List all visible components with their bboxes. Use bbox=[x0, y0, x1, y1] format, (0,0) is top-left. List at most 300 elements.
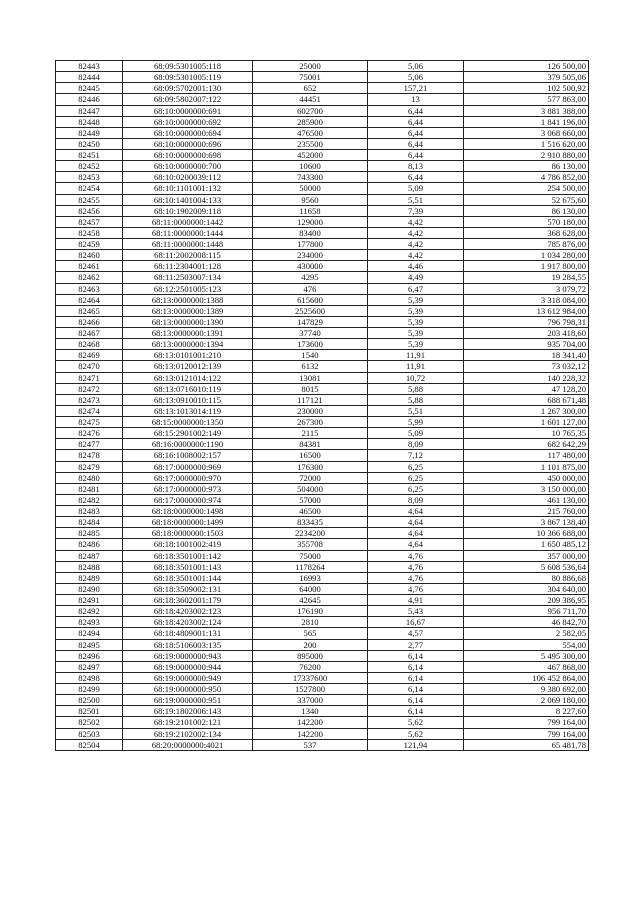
rate-cell: 121,94 bbox=[368, 739, 464, 750]
value-cell: 8 227,60 bbox=[464, 706, 589, 717]
table-row bbox=[56, 272, 589, 283]
area-cell: 743300 bbox=[253, 172, 368, 183]
rate-cell: 157,21 bbox=[368, 83, 464, 94]
area-cell: 64000 bbox=[253, 583, 368, 594]
cadastral-number-cell: 68:11:2002008:115 bbox=[123, 250, 253, 261]
area-cell: 76200 bbox=[253, 661, 368, 672]
table-row bbox=[56, 572, 589, 583]
row-number-cell: 82490 bbox=[56, 583, 123, 594]
value-cell: 10 765,35 bbox=[464, 428, 589, 439]
row-number-cell: 82467 bbox=[56, 328, 123, 339]
value-cell: 9 380 692,00 bbox=[464, 684, 589, 695]
cadastral-number-cell: 68:10:0000000:700 bbox=[123, 161, 253, 172]
area-cell: 200 bbox=[253, 639, 368, 650]
row-number-cell: 82485 bbox=[56, 528, 123, 539]
rate-cell: 4,42 bbox=[368, 227, 464, 238]
value-cell: 368 628,00 bbox=[464, 227, 589, 238]
cadastral-number-cell: 68:10:0000000:694 bbox=[123, 127, 253, 138]
value-cell: 215 760,00 bbox=[464, 506, 589, 517]
row-number-cell: 82495 bbox=[56, 639, 123, 650]
rate-cell: 6,44 bbox=[368, 138, 464, 149]
table-row bbox=[56, 383, 589, 394]
cadastral-number-cell: 68:09:5301005:119 bbox=[123, 72, 253, 83]
area-cell: 1540 bbox=[253, 350, 368, 361]
table-row bbox=[56, 372, 589, 383]
cadastral-number-cell: 68:10:0200039:112 bbox=[123, 172, 253, 183]
value-cell: 1 650 485,12 bbox=[464, 539, 589, 550]
cadastral-number-cell: 68:18:5106003:135 bbox=[123, 639, 253, 650]
cadastral-number-cell: 68:11:2503007:134 bbox=[123, 272, 253, 283]
table-row bbox=[56, 461, 589, 472]
area-cell: 11658 bbox=[253, 205, 368, 216]
cadastral-value-table bbox=[55, 60, 589, 751]
area-cell: 75000 bbox=[253, 550, 368, 561]
rate-cell: 4,76 bbox=[368, 583, 464, 594]
cadastral-number-cell: 68:10:0000000:696 bbox=[123, 138, 253, 149]
table-row bbox=[56, 717, 589, 728]
rate-cell: 13 bbox=[368, 94, 464, 105]
table-row bbox=[56, 550, 589, 561]
rate-cell: 5,51 bbox=[368, 405, 464, 416]
area-cell: 234000 bbox=[253, 250, 368, 261]
cadastral-number-cell: 68:18:4203002:124 bbox=[123, 617, 253, 628]
cadastral-number-cell: 68:18:0000000:1503 bbox=[123, 528, 253, 539]
table-row bbox=[56, 61, 589, 72]
value-cell: 46 842,70 bbox=[464, 617, 589, 628]
area-cell: 4295 bbox=[253, 272, 368, 283]
cadastral-number-cell: 68:18:4809001:131 bbox=[123, 628, 253, 639]
row-number-cell: 82498 bbox=[56, 672, 123, 683]
table-row bbox=[56, 405, 589, 416]
cadastral-number-cell: 68:10:0000000:692 bbox=[123, 116, 253, 127]
value-cell: 13 612 984,00 bbox=[464, 305, 589, 316]
area-cell: 1178264 bbox=[253, 561, 368, 572]
table-row bbox=[56, 595, 589, 606]
cadastral-number-cell: 68:09:5301005:118 bbox=[123, 61, 253, 72]
area-cell: 72000 bbox=[253, 472, 368, 483]
cadastral-number-cell: 68:19:1802006:143 bbox=[123, 706, 253, 717]
table-row bbox=[56, 606, 589, 617]
area-cell: 176190 bbox=[253, 606, 368, 617]
area-cell: 2525600 bbox=[253, 305, 368, 316]
row-number-cell: 82503 bbox=[56, 728, 123, 739]
row-number-cell: 82472 bbox=[56, 383, 123, 394]
rate-cell: 4,42 bbox=[368, 216, 464, 227]
area-cell: 177800 bbox=[253, 239, 368, 250]
value-cell: 86 130,00 bbox=[464, 205, 589, 216]
table-row bbox=[56, 239, 589, 250]
table-row bbox=[56, 739, 589, 750]
rate-cell: 5,43 bbox=[368, 606, 464, 617]
rate-cell: 5,39 bbox=[368, 328, 464, 339]
table-row bbox=[56, 161, 589, 172]
area-cell: 129000 bbox=[253, 216, 368, 227]
row-number-cell: 82494 bbox=[56, 628, 123, 639]
area-cell: 615600 bbox=[253, 294, 368, 305]
area-cell: 1340 bbox=[253, 706, 368, 717]
table-row bbox=[56, 72, 589, 83]
table-row bbox=[56, 150, 589, 161]
area-cell: 142200 bbox=[253, 717, 368, 728]
rate-cell: 5,62 bbox=[368, 728, 464, 739]
area-cell: 44451 bbox=[253, 94, 368, 105]
cadastral-number-cell: 68:18:3509002:131 bbox=[123, 583, 253, 594]
row-number-cell: 82444 bbox=[56, 72, 123, 83]
rate-cell: 4,42 bbox=[368, 250, 464, 261]
rate-cell: 4,64 bbox=[368, 506, 464, 517]
row-number-cell: 82448 bbox=[56, 116, 123, 127]
table-row bbox=[56, 116, 589, 127]
rate-cell: 4,42 bbox=[368, 239, 464, 250]
value-cell: 140 228,32 bbox=[464, 372, 589, 383]
value-cell: 47 128,20 bbox=[464, 383, 589, 394]
row-number-cell: 82464 bbox=[56, 294, 123, 305]
table-row bbox=[56, 394, 589, 405]
cadastral-number-cell: 68:13:0000000:1391 bbox=[123, 328, 253, 339]
table-row bbox=[56, 250, 589, 261]
area-cell: 476 bbox=[253, 283, 368, 294]
area-cell: 2810 bbox=[253, 617, 368, 628]
value-cell: 102 500,92 bbox=[464, 83, 589, 94]
rate-cell: 6,25 bbox=[368, 483, 464, 494]
table-row bbox=[56, 439, 589, 450]
area-cell: 25000 bbox=[253, 61, 368, 72]
row-number-cell: 82459 bbox=[56, 239, 123, 250]
row-number-cell: 82483 bbox=[56, 506, 123, 517]
value-cell: 1 267 300,00 bbox=[464, 405, 589, 416]
table-row bbox=[56, 138, 589, 149]
rate-cell: 8,09 bbox=[368, 439, 464, 450]
rate-cell: 5,39 bbox=[368, 339, 464, 350]
area-cell: 6132 bbox=[253, 361, 368, 372]
cadastral-number-cell: 68:20:0000000:4021 bbox=[123, 739, 253, 750]
value-cell: 467 868,00 bbox=[464, 661, 589, 672]
cadastral-number-cell: 68:13:0000000:1394 bbox=[123, 339, 253, 350]
table-row bbox=[56, 528, 589, 539]
row-number-cell: 82501 bbox=[56, 706, 123, 717]
value-cell: 357 000,00 bbox=[464, 550, 589, 561]
rate-cell: 5,88 bbox=[368, 394, 464, 405]
value-cell: 304 640,00 bbox=[464, 583, 589, 594]
value-cell: 1 101 875,00 bbox=[464, 461, 589, 472]
table-row bbox=[56, 94, 589, 105]
row-number-cell: 82461 bbox=[56, 261, 123, 272]
table-row bbox=[56, 105, 589, 116]
row-number-cell: 82479 bbox=[56, 461, 123, 472]
cadastral-number-cell: 68:11:0000000:1442 bbox=[123, 216, 253, 227]
cadastral-number-cell: 68:17:0000000:969 bbox=[123, 461, 253, 472]
table-row bbox=[56, 339, 589, 350]
row-number-cell: 82447 bbox=[56, 105, 123, 116]
area-cell: 235500 bbox=[253, 138, 368, 149]
rate-cell: 7,12 bbox=[368, 450, 464, 461]
row-number-cell: 82478 bbox=[56, 450, 123, 461]
rate-cell: 4,91 bbox=[368, 595, 464, 606]
table-row bbox=[56, 216, 589, 227]
value-cell: 73 032,12 bbox=[464, 361, 589, 372]
row-number-cell: 82484 bbox=[56, 517, 123, 528]
area-cell: 895000 bbox=[253, 650, 368, 661]
rate-cell: 4,46 bbox=[368, 261, 464, 272]
table-row bbox=[56, 450, 589, 461]
table-row bbox=[56, 728, 589, 739]
row-number-cell: 82488 bbox=[56, 561, 123, 572]
area-cell: 147829 bbox=[253, 316, 368, 327]
table-row bbox=[56, 350, 589, 361]
value-cell: 86 130,00 bbox=[464, 161, 589, 172]
value-cell: 577 863,00 bbox=[464, 94, 589, 105]
table-row bbox=[56, 172, 589, 183]
rate-cell: 5,39 bbox=[368, 294, 464, 305]
value-cell: 3 881 388,00 bbox=[464, 105, 589, 116]
table-row bbox=[56, 305, 589, 316]
rate-cell: 6,25 bbox=[368, 461, 464, 472]
rate-cell: 4,49 bbox=[368, 272, 464, 283]
rate-cell: 4,57 bbox=[368, 628, 464, 639]
cadastral-number-cell: 68:17:0000000:970 bbox=[123, 472, 253, 483]
area-cell: 602700 bbox=[253, 105, 368, 116]
row-number-cell: 82496 bbox=[56, 650, 123, 661]
value-cell: 682 642,29 bbox=[464, 439, 589, 450]
cadastral-number-cell: 68:13:0716010:119 bbox=[123, 383, 253, 394]
cadastral-number-cell: 68:17:0000000:974 bbox=[123, 494, 253, 505]
area-cell: 75001 bbox=[253, 72, 368, 83]
rate-cell: 4,64 bbox=[368, 517, 464, 528]
value-cell: 117 480,00 bbox=[464, 450, 589, 461]
area-cell: 84381 bbox=[253, 439, 368, 450]
value-cell: 209 386,95 bbox=[464, 595, 589, 606]
row-number-cell: 82475 bbox=[56, 417, 123, 428]
area-cell: 504000 bbox=[253, 483, 368, 494]
area-cell: 16993 bbox=[253, 572, 368, 583]
cadastral-number-cell: 68:09:5802007:122 bbox=[123, 94, 253, 105]
rate-cell: 4,64 bbox=[368, 539, 464, 550]
area-cell: 430000 bbox=[253, 261, 368, 272]
value-cell: 3 068 660,00 bbox=[464, 127, 589, 138]
cadastral-number-cell: 68:19:0000000:944 bbox=[123, 661, 253, 672]
value-cell: 3 867 138,40 bbox=[464, 517, 589, 528]
table-row bbox=[56, 684, 589, 695]
rate-cell: 6,44 bbox=[368, 105, 464, 116]
rate-cell: 5,06 bbox=[368, 72, 464, 83]
cadastral-number-cell: 68:18:0000000:1499 bbox=[123, 517, 253, 528]
row-number-cell: 82480 bbox=[56, 472, 123, 483]
rate-cell: 5,06 bbox=[368, 61, 464, 72]
rate-cell: 8,13 bbox=[368, 161, 464, 172]
cadastral-number-cell: 68:12:2501005:123 bbox=[123, 283, 253, 294]
row-number-cell: 82465 bbox=[56, 305, 123, 316]
row-number-cell: 82476 bbox=[56, 428, 123, 439]
value-cell: 52 675,60 bbox=[464, 194, 589, 205]
area-cell: 833435 bbox=[253, 517, 368, 528]
cadastral-number-cell: 68:13:0120012:139 bbox=[123, 361, 253, 372]
cadastral-number-cell: 68:18:0000000:1498 bbox=[123, 506, 253, 517]
table-row bbox=[56, 205, 589, 216]
rate-cell: 5,99 bbox=[368, 417, 464, 428]
value-cell: 10 366 688,00 bbox=[464, 528, 589, 539]
row-number-cell: 82457 bbox=[56, 216, 123, 227]
rate-cell: 8,09 bbox=[368, 494, 464, 505]
rate-cell: 5,62 bbox=[368, 717, 464, 728]
rate-cell: 5,09 bbox=[368, 183, 464, 194]
area-cell: 476500 bbox=[253, 127, 368, 138]
value-cell: 785 876,00 bbox=[464, 239, 589, 250]
row-number-cell: 82463 bbox=[56, 283, 123, 294]
rate-cell: 4,76 bbox=[368, 550, 464, 561]
row-number-cell: 82449 bbox=[56, 127, 123, 138]
row-number-cell: 82499 bbox=[56, 684, 123, 695]
row-number-cell: 82454 bbox=[56, 183, 123, 194]
table-row bbox=[56, 227, 589, 238]
cadastral-number-cell: 68:19:0000000:949 bbox=[123, 672, 253, 683]
rate-cell: 6,25 bbox=[368, 472, 464, 483]
cadastral-number-cell: 68:19:0000000:951 bbox=[123, 695, 253, 706]
value-cell: 65 481,78 bbox=[464, 739, 589, 750]
table-row bbox=[56, 472, 589, 483]
rate-cell: 7,39 bbox=[368, 205, 464, 216]
row-number-cell: 82451 bbox=[56, 150, 123, 161]
table-row bbox=[56, 127, 589, 138]
value-cell: 106 452 864,00 bbox=[464, 672, 589, 683]
cadastral-number-cell: 68:18:3501001:142 bbox=[123, 550, 253, 561]
cadastral-number-cell: 68:18:3501001:144 bbox=[123, 572, 253, 583]
area-cell: 173600 bbox=[253, 339, 368, 350]
rate-cell: 6,44 bbox=[368, 127, 464, 138]
cadastral-number-cell: 68:17:0000000:973 bbox=[123, 483, 253, 494]
cadastral-number-cell: 68:18:3602001:179 bbox=[123, 595, 253, 606]
row-number-cell: 82445 bbox=[56, 83, 123, 94]
area-cell: 46500 bbox=[253, 506, 368, 517]
value-cell: 1 516 620,00 bbox=[464, 138, 589, 149]
row-number-cell: 82468 bbox=[56, 339, 123, 350]
value-cell: 799 164,00 bbox=[464, 717, 589, 728]
area-cell: 1527800 bbox=[253, 684, 368, 695]
rate-cell: 5,39 bbox=[368, 305, 464, 316]
value-cell: 1 917 800,00 bbox=[464, 261, 589, 272]
rate-cell: 11,91 bbox=[368, 350, 464, 361]
cadastral-number-cell: 68:19:0000000:950 bbox=[123, 684, 253, 695]
table-row bbox=[56, 617, 589, 628]
row-number-cell: 82481 bbox=[56, 483, 123, 494]
value-cell: 1 841 196,00 bbox=[464, 116, 589, 127]
table-row bbox=[56, 483, 589, 494]
value-cell: 19 284,55 bbox=[464, 272, 589, 283]
row-number-cell: 82486 bbox=[56, 539, 123, 550]
row-number-cell: 82493 bbox=[56, 617, 123, 628]
cadastral-number-cell: 68:10:1401004:133 bbox=[123, 194, 253, 205]
cadastral-number-cell: 68:13:0121014:122 bbox=[123, 372, 253, 383]
cadastral-number-cell: 68:13:0000000:1388 bbox=[123, 294, 253, 305]
table-row bbox=[56, 494, 589, 505]
area-cell: 652 bbox=[253, 83, 368, 94]
value-cell: 796 798,31 bbox=[464, 316, 589, 327]
value-cell: 3 079,72 bbox=[464, 283, 589, 294]
value-cell: 935 704,00 bbox=[464, 339, 589, 350]
rate-cell: 6,44 bbox=[368, 172, 464, 183]
table-row bbox=[56, 361, 589, 372]
rate-cell: 16,67 bbox=[368, 617, 464, 628]
row-number-cell: 82469 bbox=[56, 350, 123, 361]
area-cell: 50000 bbox=[253, 183, 368, 194]
rate-cell: 2,77 bbox=[368, 639, 464, 650]
value-cell: 799 164,00 bbox=[464, 728, 589, 739]
value-cell: 254 500,00 bbox=[464, 183, 589, 194]
table-row bbox=[56, 283, 589, 294]
cadastral-number-cell: 68:10:1101001:132 bbox=[123, 183, 253, 194]
table-row bbox=[56, 83, 589, 94]
row-number-cell: 82455 bbox=[56, 194, 123, 205]
table-row bbox=[56, 639, 589, 650]
value-cell: 461 130,00 bbox=[464, 494, 589, 505]
rate-cell: 4,76 bbox=[368, 572, 464, 583]
rate-cell: 5,39 bbox=[368, 316, 464, 327]
table-row bbox=[56, 328, 589, 339]
rate-cell: 4,64 bbox=[368, 528, 464, 539]
row-number-cell: 82453 bbox=[56, 172, 123, 183]
row-number-cell: 82487 bbox=[56, 550, 123, 561]
area-cell: 176300 bbox=[253, 461, 368, 472]
table-row bbox=[56, 183, 589, 194]
table-row bbox=[56, 672, 589, 683]
rate-cell: 5,09 bbox=[368, 428, 464, 439]
row-number-cell: 82456 bbox=[56, 205, 123, 216]
table-row bbox=[56, 539, 589, 550]
row-number-cell: 82443 bbox=[56, 61, 123, 72]
area-cell: 285900 bbox=[253, 116, 368, 127]
table-row bbox=[56, 561, 589, 572]
area-cell: 452000 bbox=[253, 150, 368, 161]
table-row bbox=[56, 661, 589, 672]
row-number-cell: 82489 bbox=[56, 572, 123, 583]
value-cell: 4 786 852,00 bbox=[464, 172, 589, 183]
area-cell: 142200 bbox=[253, 728, 368, 739]
rate-cell: 5,88 bbox=[368, 383, 464, 394]
row-number-cell: 82482 bbox=[56, 494, 123, 505]
row-number-cell: 82446 bbox=[56, 94, 123, 105]
table-row bbox=[56, 628, 589, 639]
rate-cell: 6,14 bbox=[368, 706, 464, 717]
table-row bbox=[56, 506, 589, 517]
area-cell: 355708 bbox=[253, 539, 368, 550]
row-number-cell: 82497 bbox=[56, 661, 123, 672]
rate-cell: 6,14 bbox=[368, 695, 464, 706]
rate-cell: 6,44 bbox=[368, 150, 464, 161]
area-cell: 17337600 bbox=[253, 672, 368, 683]
value-cell: 554,00 bbox=[464, 639, 589, 650]
table-row bbox=[56, 261, 589, 272]
value-cell: 3 150 000,00 bbox=[464, 483, 589, 494]
row-number-cell: 82471 bbox=[56, 372, 123, 383]
table-row bbox=[56, 417, 589, 428]
row-number-cell: 82462 bbox=[56, 272, 123, 283]
cadastral-number-cell: 68:15:0000000:1350 bbox=[123, 417, 253, 428]
row-number-cell: 82473 bbox=[56, 394, 123, 405]
area-cell: 10600 bbox=[253, 161, 368, 172]
area-cell: 83400 bbox=[253, 227, 368, 238]
cadastral-number-cell: 68:10:0000000:691 bbox=[123, 105, 253, 116]
row-number-cell: 82500 bbox=[56, 695, 123, 706]
area-cell: 537 bbox=[253, 739, 368, 750]
area-cell: 565 bbox=[253, 628, 368, 639]
row-number-cell: 82491 bbox=[56, 595, 123, 606]
value-cell: 5 608 536,64 bbox=[464, 561, 589, 572]
cadastral-number-cell: 68:18:3501001:143 bbox=[123, 561, 253, 572]
value-cell: 80 886,68 bbox=[464, 572, 589, 583]
table-row bbox=[56, 194, 589, 205]
value-cell: 450 000,00 bbox=[464, 472, 589, 483]
value-cell: 1 601 127,00 bbox=[464, 417, 589, 428]
rate-cell: 10,72 bbox=[368, 372, 464, 383]
